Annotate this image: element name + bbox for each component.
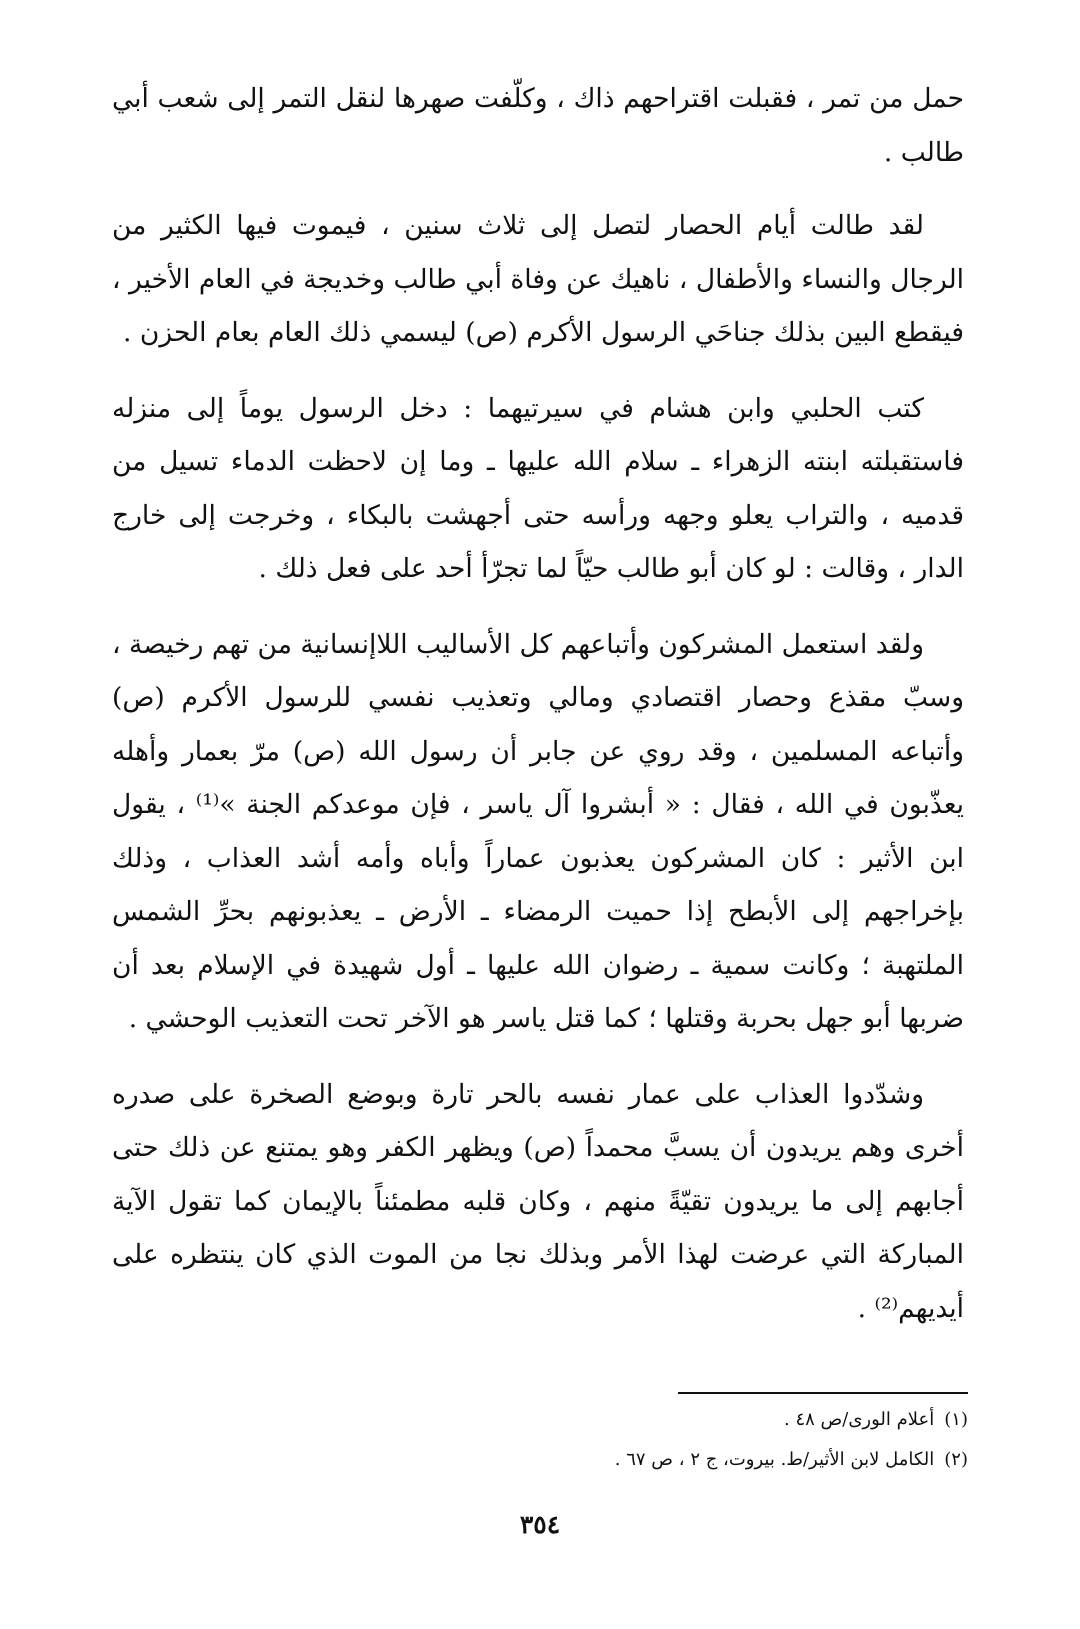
paragraph-2: لقد طالت أيام الحصار لتصل إلى ثلاث سنين ، فيموت فيها الكثير من الرجال والنساء والأطفال ، ناهيك عن وفاة أبي طالب وخديجة في العام الأخير ، فيقطع البين بذلك جناحَي الرسول الأكرم (ص) ليسمي ذلك العام بعام الحزن . <box>112 210 964 348</box>
paragraph-4: ولقد استعمل المشركون وأتباعهم كل الأساليب اللاإنسانية من تهم رخيصة ، وسبّ مقذع وحصار اقتصادي ومالي وتعذيب نفسي للرسول الأكرم (ص) وأتباعه المسلمين ، وقد روي عن جابر أن رسول الله (ص) مرّ بعمار وأهله يعذّبون في الله ، فقال : « أبشروا آل ياسر ، فإن موعدكم الجنة »⁽¹⁾ ، يقول ابن الأثير : كان المشركون يعذبون عماراً وأباه وأمه أشد العذاب ، وذلك بإخراجهم إلى الأبطح إذا حميت الرمضاء ـ الأرض ـ يعذبونهم بحرِّ الشمس الملتهبة ؛ وكانت سمية ـ رضوان الله عليها ـ أول شهيدة في الإسلام بعد أن ضربها أبو جهل بحربة وقتلها ؛ كما قتل ياسر هو الآخر تحت التعذيب الوحشي . <box>112 628 964 1034</box>
footnote-2-text: الكامل لابن الأثير/ط. بيروت، ج ٢ ، ص ٦٧ . <box>614 1449 935 1470</box>
main-text <box>112 72 964 1357</box>
footnotes <box>300 1400 968 1480</box>
page-number: ٣٥٤ <box>519 1510 561 1539</box>
footnote-2-number: (٢) <box>944 1449 968 1470</box>
footnote-1-number: (١) <box>944 1409 968 1430</box>
paragraph-1: حمل من تمر ، فقبلت اقتراحهم ذاك ، وكلّفت صهرها لنقل التمر إلى شعب أبي طالب . <box>112 83 964 168</box>
paragraph-5: وشدّدوا العذاب على عمار نفسه بالحر تارة وبوضع الصخرة على صدره أخرى وهم يريدون أن يسبَّ محمداً (ص) ويظهر الكفر وهو يمتنع عن ذلك حتى أجابهم إلى ما يريدون تقيّةً منهم ، وكان قلبه مطمئناً بالإيمان كما تقول الآية المباركة التي عرضت لهذا الأمر وبذلك نجا من الموت الذي كان ينتظره على أيديهم⁽²⁾ . <box>112 1078 964 1324</box>
footnote-1-text: أعلام الورى/ص ٤٨ . <box>784 1409 935 1430</box>
paragraph-3: كتب الحلبي وابن هشام في سيرتيهما : دخل الرسول يوماً إلى منزله فاستقبلته ابنته الزهراء ـ سلام الله عليها ـ وما إن لاحظت الدماء تسيل من قدميه ، والتراب يعلو وجهه ورأسه حتى أجهشت بالبكاء ، وخرجت إلى خارج الدار ، وقالت : لو كان أبو طالب حيّاً لما تجرّأ أحد على فعل ذلك . <box>112 392 964 584</box>
footnote-1 <box>300 1400 968 1440</box>
footnote-2 <box>300 1440 968 1480</box>
footnote-divider <box>678 1392 968 1394</box>
